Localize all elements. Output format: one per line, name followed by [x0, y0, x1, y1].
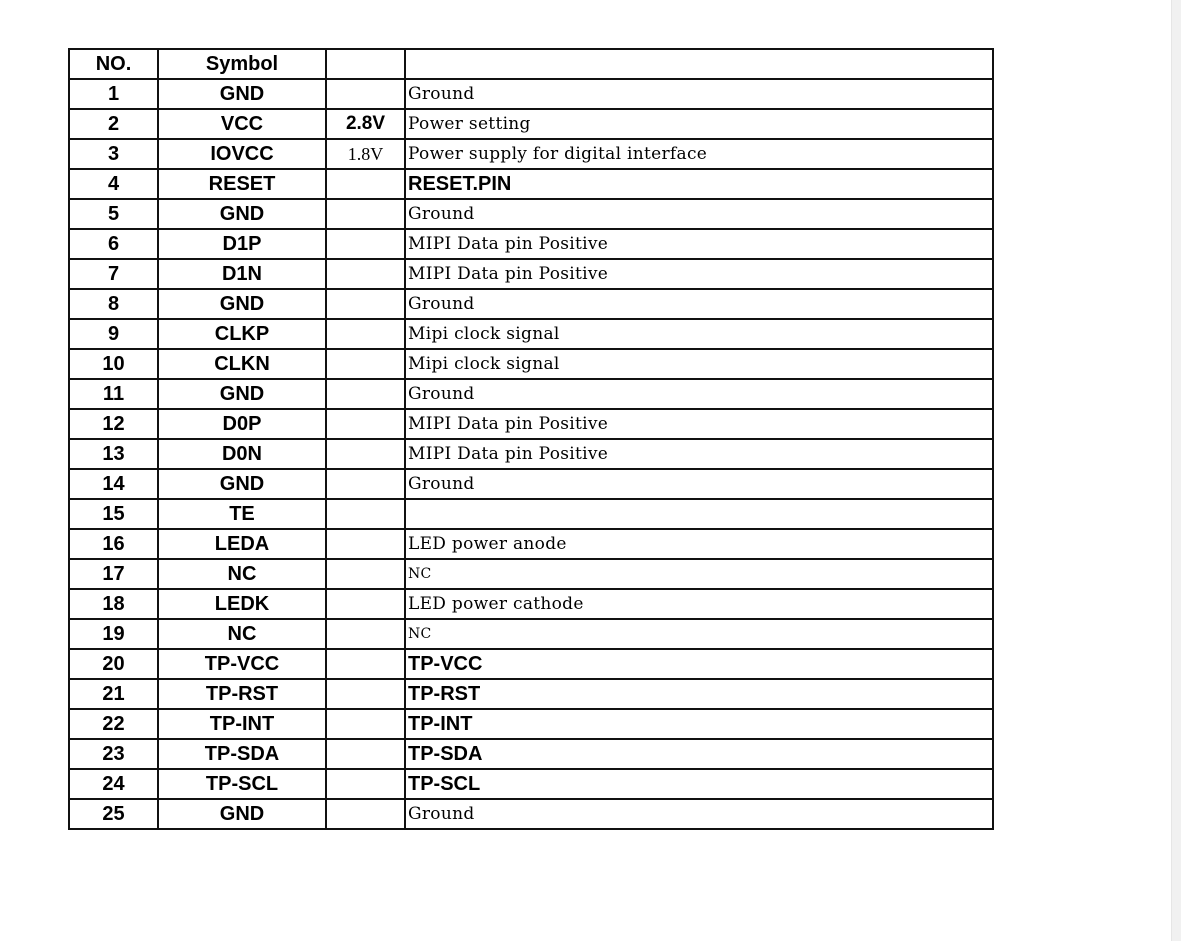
- pin-voltage: [326, 709, 405, 739]
- pin-number: 10: [69, 349, 158, 379]
- pin-description: TP-SDA: [405, 739, 993, 769]
- table-row: [69, 469, 993, 499]
- pin-symbol: GND: [158, 469, 326, 499]
- pin-voltage: [326, 409, 405, 439]
- pin-symbol: CLKP: [158, 319, 326, 349]
- pin-description: Power setting: [405, 109, 993, 139]
- table-row: [69, 439, 993, 469]
- pin-description: MIPI Data pin Positive: [405, 229, 993, 259]
- pin-symbol: GND: [158, 79, 326, 109]
- pin-voltage: [326, 559, 405, 589]
- pin-symbol: GND: [158, 379, 326, 409]
- pin-number: 17: [69, 559, 158, 589]
- pin-voltage: [326, 79, 405, 109]
- pin-voltage: [326, 259, 405, 289]
- table-row: [69, 349, 993, 379]
- table-row: [69, 169, 993, 199]
- pin-voltage: [326, 199, 405, 229]
- table-row: [69, 379, 993, 409]
- pin-description: [405, 499, 993, 529]
- pin-symbol: IOVCC: [158, 139, 326, 169]
- pin-description: TP-RST: [405, 679, 993, 709]
- pin-description: Ground: [405, 469, 993, 499]
- pin-number: 20: [69, 649, 158, 679]
- pin-definition-table: [68, 48, 994, 830]
- pin-symbol: GND: [158, 289, 326, 319]
- pin-number: 3: [69, 139, 158, 169]
- pin-number: 1: [69, 79, 158, 109]
- header-description: [405, 49, 993, 79]
- pin-symbol: D0P: [158, 409, 326, 439]
- pin-symbol: TE: [158, 499, 326, 529]
- table-row: [69, 499, 993, 529]
- pin-number: 23: [69, 739, 158, 769]
- pin-symbol: TP-RST: [158, 679, 326, 709]
- pin-description: MIPI Data pin Positive: [405, 409, 993, 439]
- pin-number: 22: [69, 709, 158, 739]
- table-row: [69, 199, 993, 229]
- pin-voltage: 2.8V: [326, 109, 405, 139]
- pin-number: 21: [69, 679, 158, 709]
- table-row: [69, 139, 993, 169]
- pin-symbol: CLKN: [158, 349, 326, 379]
- pin-number: 15: [69, 499, 158, 529]
- pin-symbol: TP-SDA: [158, 739, 326, 769]
- pin-number: 11: [69, 379, 158, 409]
- table-row: [69, 709, 993, 739]
- pin-symbol: GND: [158, 799, 326, 829]
- table-row: [69, 229, 993, 259]
- pin-voltage: [326, 589, 405, 619]
- pin-description: Mipi clock signal: [405, 349, 993, 379]
- table-row: [69, 529, 993, 559]
- pin-voltage: [326, 229, 405, 259]
- pin-voltage: [326, 319, 405, 349]
- header-voltage: [326, 49, 405, 79]
- pin-number: 16: [69, 529, 158, 559]
- pin-number: 2: [69, 109, 158, 139]
- pin-voltage: [326, 379, 405, 409]
- pin-voltage: [326, 769, 405, 799]
- pin-description: Power supply for digital interface: [405, 139, 993, 169]
- pin-description: MIPI Data pin Positive: [405, 259, 993, 289]
- pin-symbol: TP-VCC: [158, 649, 326, 679]
- pin-description: NC: [405, 619, 993, 649]
- pin-symbol: LEDA: [158, 529, 326, 559]
- pin-description: RESET.PIN: [405, 169, 993, 199]
- pin-description: Ground: [405, 289, 993, 319]
- pin-description: Ground: [405, 379, 993, 409]
- pin-symbol: VCC: [158, 109, 326, 139]
- pin-description: TP-VCC: [405, 649, 993, 679]
- pin-voltage: [326, 739, 405, 769]
- table-row: [69, 589, 993, 619]
- pin-voltage: [326, 799, 405, 829]
- pin-description: LED power cathode: [405, 589, 993, 619]
- pin-number: 13: [69, 439, 158, 469]
- pin-symbol: TP-INT: [158, 709, 326, 739]
- pin-number: 8: [69, 289, 158, 319]
- table-row: [69, 319, 993, 349]
- pin-symbol: D1P: [158, 229, 326, 259]
- pin-number: 18: [69, 589, 158, 619]
- pin-number: 9: [69, 319, 158, 349]
- pin-description: Ground: [405, 79, 993, 109]
- pin-number: 7: [69, 259, 158, 289]
- pin-voltage: [326, 349, 405, 379]
- table-row: [69, 739, 993, 769]
- pin-description: Mipi clock signal: [405, 319, 993, 349]
- table-row: [69, 409, 993, 439]
- pin-symbol: TP-SCL: [158, 769, 326, 799]
- pin-description: NC: [405, 559, 993, 589]
- table-row: [69, 79, 993, 109]
- pin-symbol: NC: [158, 559, 326, 589]
- pin-symbol: GND: [158, 199, 326, 229]
- table-row: [69, 679, 993, 709]
- pin-number: 4: [69, 169, 158, 199]
- pin-symbol: NC: [158, 619, 326, 649]
- pin-symbol: D0N: [158, 439, 326, 469]
- pin-description: TP-INT: [405, 709, 993, 739]
- pin-voltage: [326, 529, 405, 559]
- pin-voltage: [326, 649, 405, 679]
- header-no: NO.: [69, 49, 158, 79]
- table-header-row: [69, 49, 993, 79]
- pin-voltage: 1.8V: [326, 139, 405, 169]
- pin-number: 25: [69, 799, 158, 829]
- pin-number: 5: [69, 199, 158, 229]
- pin-description: LED power anode: [405, 529, 993, 559]
- pin-voltage: [326, 679, 405, 709]
- table-row: [69, 799, 993, 829]
- pin-voltage: [326, 289, 405, 319]
- table-row: [69, 559, 993, 589]
- pin-symbol: D1N: [158, 259, 326, 289]
- pin-description: MIPI Data pin Positive: [405, 439, 993, 469]
- table-row: [69, 769, 993, 799]
- table-row: [69, 619, 993, 649]
- scrollbar-track[interactable]: [1171, 0, 1181, 941]
- pin-voltage: [326, 439, 405, 469]
- table-row: [69, 289, 993, 319]
- pin-number: 19: [69, 619, 158, 649]
- pin-number: 6: [69, 229, 158, 259]
- pin-description: Ground: [405, 799, 993, 829]
- table-row: [69, 649, 993, 679]
- table-row: [69, 259, 993, 289]
- pin-voltage: [326, 169, 405, 199]
- pin-number: 14: [69, 469, 158, 499]
- pin-voltage: [326, 619, 405, 649]
- pin-number: 24: [69, 769, 158, 799]
- table-row: [69, 109, 993, 139]
- pin-voltage: [326, 499, 405, 529]
- pin-symbol: RESET: [158, 169, 326, 199]
- pin-symbol: LEDK: [158, 589, 326, 619]
- pin-description: Ground: [405, 199, 993, 229]
- header-symbol: Symbol: [158, 49, 326, 79]
- pin-voltage: [326, 469, 405, 499]
- pin-description: TP-SCL: [405, 769, 993, 799]
- pin-number: 12: [69, 409, 158, 439]
